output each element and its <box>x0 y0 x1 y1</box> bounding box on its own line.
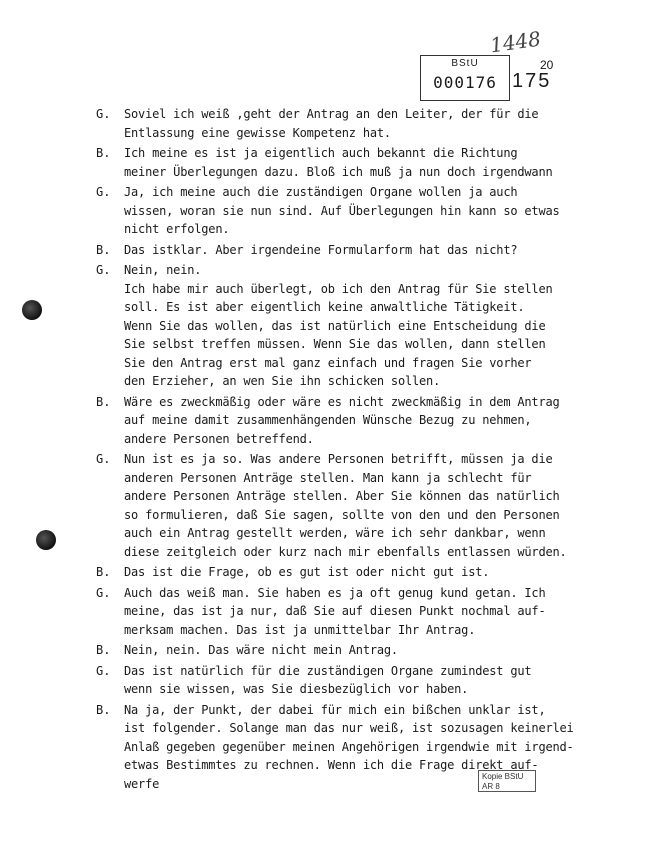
text-line: soll. Es ist aber eigentlich keine anwaltliche Tätigkeit. <box>124 300 525 314</box>
text-line: Das ist die Frage, ob es gut ist oder nicht gut ist. <box>124 565 490 579</box>
speech-text <box>124 563 649 582</box>
text-line: diese zeitgleich oder kurz nach mir ebenfalls entlassen würden. <box>124 544 567 559</box>
speaker-label: G. <box>96 107 111 121</box>
text-line: meine, das ist ja nur, daß Sie auf diesen Punkt nochmal auf- <box>124 604 546 618</box>
text-line: Ich habe mir auch überlegt, ob ich den Antrag für Sie stellen <box>124 281 553 296</box>
text-line: andere Personen betreffend. <box>124 431 314 446</box>
speaker-label: G. <box>96 452 111 466</box>
text-line: Anlaß gegeben gegenüber meinen Angehörigen irgendwie mit irgend- <box>124 739 574 754</box>
speech-text <box>124 641 649 660</box>
transcript-entry <box>0 105 649 142</box>
speaker-label: G. <box>96 185 111 199</box>
text-line: Wenn Sie das wollen, das ist natürlich eine Entscheidung die <box>124 318 546 333</box>
speaker-label: G. <box>96 585 111 600</box>
transcript-entry <box>0 641 649 660</box>
text-line: Wäre es zweckmäßig oder wäre es nicht zweckmäßig in dem Antrag <box>124 394 560 409</box>
text-line: Soviel ich weiß ,geht der Antrag an den Leiter, der für die <box>124 107 539 121</box>
speaker-label: B. <box>96 394 111 409</box>
speaker-label: B. <box>96 242 111 257</box>
copy-stamp <box>478 770 536 792</box>
speech-text <box>124 144 649 181</box>
text-line: auch ein Antrag gestellt werden, wäre ich sehr dankbar, wenn <box>124 526 546 540</box>
speech-text <box>124 393 649 449</box>
text-line: meiner Überlegungen dazu. Bloß ich muß ja nun doch irgendwann <box>124 164 553 179</box>
transcript-entry <box>0 393 649 449</box>
text-line: Entlassung eine gewisse Kompetenz hat. <box>124 125 391 140</box>
transcript-entry <box>0 662 649 699</box>
text-line: so formulieren, daß Sie sagen, sollte von den und den Personen <box>124 507 560 522</box>
speech-text <box>124 701 649 794</box>
archive-stamp <box>420 55 510 101</box>
speech-text <box>124 105 649 142</box>
transcript <box>0 105 649 795</box>
page-number-small: 20 <box>540 58 554 72</box>
text-line: Sie selbst treffen müssen. Wenn Sie das wollen, dann stellen <box>124 337 546 351</box>
text-line: Das istklar. Aber irgendeine Formularform hat das nicht? <box>124 242 518 257</box>
speech-text <box>124 183 649 239</box>
speaker-label: B. <box>96 146 111 160</box>
speaker-label: B. <box>96 702 111 717</box>
transcript-entry <box>0 563 649 582</box>
text-line: Das ist natürlich für die zuständigen Organe zumindest gut <box>124 663 532 678</box>
text-line: ist folgender. Solange man das nur weiß, ist sozusagen keinerlei <box>124 721 574 735</box>
text-line: merksam machen. Das ist ja unmittelbar Ihr Antrag. <box>124 622 476 637</box>
text-line: nicht erfolgen. <box>124 222 230 236</box>
page-number-large: 175 <box>512 70 552 92</box>
text-line: werfe <box>124 776 160 791</box>
transcript-entry <box>0 261 649 391</box>
transcript-entry <box>0 701 649 794</box>
speaker-label: B. <box>96 643 111 657</box>
copy-stamp-line1: Kopie BStU <box>482 772 524 781</box>
text-line: Auch das weiß man. Sie haben es ja oft genug kund getan. Ich <box>124 585 546 600</box>
stamp-number: 000176 <box>433 73 497 92</box>
speaker-label: G. <box>96 263 111 277</box>
speaker-label: B. <box>96 565 111 579</box>
text-line: etwas Bestimmtes zu rechnen. Wenn ich die Frage direkt auf- <box>124 758 539 772</box>
text-line: Ich meine es ist ja eigentlich auch bekannt die Richtung <box>124 146 518 160</box>
speech-text <box>124 584 649 640</box>
transcript-entry <box>0 241 649 260</box>
transcript-entry <box>0 584 649 640</box>
text-line: Nun ist es ja so. Was andere Personen betrifft, müssen ja die <box>124 452 553 466</box>
transcript-entry <box>0 450 649 561</box>
text-line: Ja, ich meine auch die zuständigen Organe wollen ja auch <box>124 185 518 199</box>
speaker-label: G. <box>96 663 111 678</box>
text-line: den Erzieher, an wen Sie ihn schicken sollen. <box>124 374 441 388</box>
speech-text <box>124 261 649 391</box>
text-line: Nein, nein. <box>124 263 202 277</box>
text-line: Sie den Antrag erst mal ganz einfach und fragen Sie vorher <box>124 355 532 370</box>
text-line: auf meine damit zusammenhängenden Wünsche Bezug zu nehmen, <box>124 413 532 427</box>
speech-text <box>124 241 649 260</box>
copy-stamp-line2: AR 8 <box>482 782 500 791</box>
speech-text <box>124 450 649 561</box>
stamp-label: BStU <box>451 58 479 69</box>
text-line: anderen Personen Anträge stellen. Man kann ja schlecht für <box>124 470 532 485</box>
transcript-entry <box>0 144 649 181</box>
text-line: Na ja, der Punkt, der dabei für mich ein bißchen unklar ist, <box>124 702 546 717</box>
text-line: Nein, nein. Das wäre nicht mein Antrag. <box>124 643 398 657</box>
handwritten-page-number: 1448 <box>488 26 543 58</box>
text-line: wenn sie wissen, was Sie diesbezüglich vor haben. <box>124 682 469 696</box>
text-line: wissen, woran sie nun sind. Auf Überlegungen hin kann so etwas <box>124 203 560 218</box>
text-line: andere Personen Anträge stellen. Aber Sie können das natürlich <box>124 489 560 503</box>
transcript-entry <box>0 183 649 239</box>
speech-text <box>124 662 649 699</box>
